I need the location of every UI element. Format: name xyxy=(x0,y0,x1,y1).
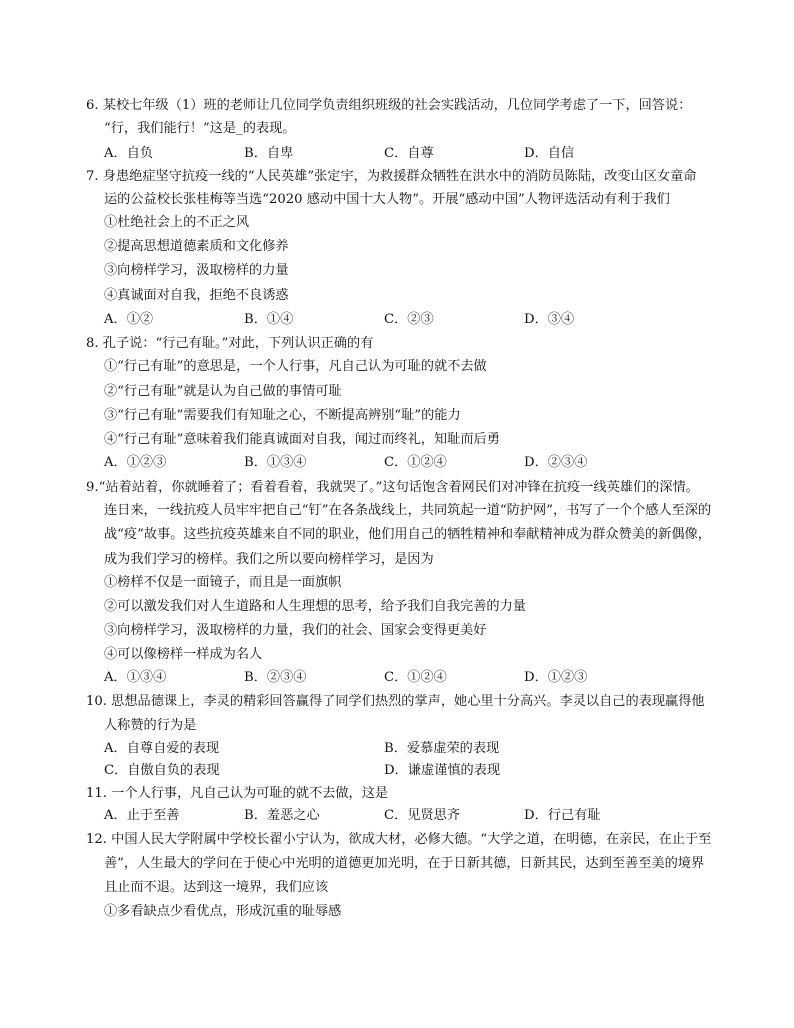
question-12-line-3: 且止而不退。达到这一境界，我们应该 xyxy=(104,880,329,895)
question-8-option-c: C．①②④ xyxy=(384,455,447,470)
question-6-line-1: 6. 某校七年级（1）班的老师让几位同学负责组织班级的社会实践活动，几位同学考虑了一下，回答说： xyxy=(86,98,692,113)
question-7-statement-4: ④真诚面对自我，拒绝不良诱惑 xyxy=(104,288,289,303)
question-8-statement-1: ①“行己有耻”的意思是，一个人行事，凡自己认为可耻的就不去做 xyxy=(104,359,487,374)
question-8-option-d: D．②③④ xyxy=(524,455,588,470)
question-7-option-b: B．①④ xyxy=(244,312,294,327)
question-9-option-d: D．①②③ xyxy=(524,670,588,685)
question-6-option-b: B．自卑 xyxy=(244,146,294,161)
question-9-line-3: 战“疫”故事。这些抗疫英雄来自不同的职业，他们用自己的牺牲精神和奉献精神成为群众赞美的新偶像， xyxy=(104,527,711,542)
question-11-option-b: B．羞恶之心 xyxy=(244,808,320,823)
question-7-statement-3: ③向榜样学习，汲取榜样的力量 xyxy=(104,263,289,278)
question-7-option-d: D．③④ xyxy=(524,312,575,327)
question-10-option-a: A．自尊自爱的表现 xyxy=(104,741,220,756)
question-8-statement-2: ②“行己有耻”就是认为自己做的事情可耻 xyxy=(104,384,342,399)
question-8-option-b: B．①③④ xyxy=(244,455,307,470)
question-7-line-2: 运的公益校长张桂梅等当选“2020 感动中国十大人物”。开展“感动中国”人物评选活动有利于我们 xyxy=(104,192,670,207)
question-9-statement-1: ①榜样不仅是一面镜子，而且是一面旗帜 xyxy=(104,575,342,590)
question-8-statement-4: ④“行己有耻”意味着我们能真诚面对自我，闻过而终礼，知耻而后勇 xyxy=(104,432,500,447)
question-8-statement-3: ③“行己有耻”需要我们有知耻之心，不断提高辨别“耻”的能力 xyxy=(104,408,461,423)
question-9-option-a: A．①③④ xyxy=(104,670,167,685)
question-9-statement-3: ③向榜样学习，汲取榜样的力量，我们的社会、国家会变得更美好 xyxy=(104,623,487,638)
question-8-line-1: 8. 孔子说：“行己有耻。”对此，下列认识正确的有 xyxy=(86,336,374,351)
question-6-option-c: C．自尊 xyxy=(384,146,434,161)
question-7-statement-1: ①杜绝社会上的不正之风 xyxy=(104,215,250,230)
question-9-line-1: 9.“站着站着，你就睡着了；看着看着，我就哭了。”这句话饱含着网民们对冲锋在抗疫一线英雄们的深情。 xyxy=(86,480,699,495)
question-10-option-c: C．自傲自负的表现 xyxy=(104,763,220,778)
question-12-statement-1: ①多看缺点少看优点，形成沉重的耻辱感 xyxy=(104,904,342,919)
question-12-line-2: 善”，人生最大的学问在于使心中光明的道德更加光明，在于日新其德，日新其民，达到至善至美的境界 xyxy=(104,856,705,871)
question-6-option-d: D．自信 xyxy=(524,146,575,161)
question-10-option-b: B．爱慕虚荣的表现 xyxy=(384,741,500,756)
question-11-line-1: 11. 一个人行事，凡自己认为可耻的就不去做，这是 xyxy=(86,786,389,801)
question-7-line-1: 7. 身患绝症坚守抗疫一线的“人民英雄”张定宇，为救援群众牺牲在洪水中的消防员陈陆，改变山区女童命 xyxy=(86,169,697,184)
question-8-option-a: A．①②③ xyxy=(104,455,167,470)
question-9-statement-2: ②可以激发我们对人生道路和人生理想的思考，给予我们自我完善的力量 xyxy=(104,599,526,614)
question-11-option-c: C．见贤思齐 xyxy=(384,808,461,823)
question-10-line-2: 人称赞的行为是 xyxy=(104,718,197,733)
question-9-line-2: 连日来，一线抗疫人员牢牢把自己“钉”在各条战线上，共同筑起一道“防护网”，书写了一个个感人至深的 xyxy=(104,503,712,518)
question-10-option-d: D．谦虚谨慎的表现 xyxy=(384,763,501,778)
question-10-line-1: 10. 思想品德课上，李灵的精彩回答赢得了同学们热烈的掌声，她心里十分高兴。李灵以自己的表现赢得他 xyxy=(86,694,705,709)
question-12-line-1: 12. 中国人民大学附属中学校长翟小宁认为，欲成大材，必修大德。“大学之道，在明德，在亲民，在止于至 xyxy=(86,832,712,847)
question-11-option-d: D．行己有耻 xyxy=(524,808,601,823)
question-7-statement-2: ②提高思想道德素质和文化修养 xyxy=(104,239,289,254)
question-9-statement-4: ④可以像榜样一样成为名人 xyxy=(104,647,263,662)
question-6-line-2: “行，我们能行！”这是_的表现。 xyxy=(104,121,296,136)
question-9-option-b: B．②③④ xyxy=(244,670,307,685)
question-11-option-a: A．止于至善 xyxy=(104,808,180,823)
question-9-option-c: C．①②④ xyxy=(384,670,447,685)
question-9-line-4: 成为我们学习的榜样。我们之所以要向榜样学习，是因为 xyxy=(104,552,434,567)
question-7-option-c: C．②③ xyxy=(384,312,434,327)
question-6-option-a: A．自负 xyxy=(104,146,154,161)
question-7-option-a: A．①② xyxy=(104,312,154,327)
